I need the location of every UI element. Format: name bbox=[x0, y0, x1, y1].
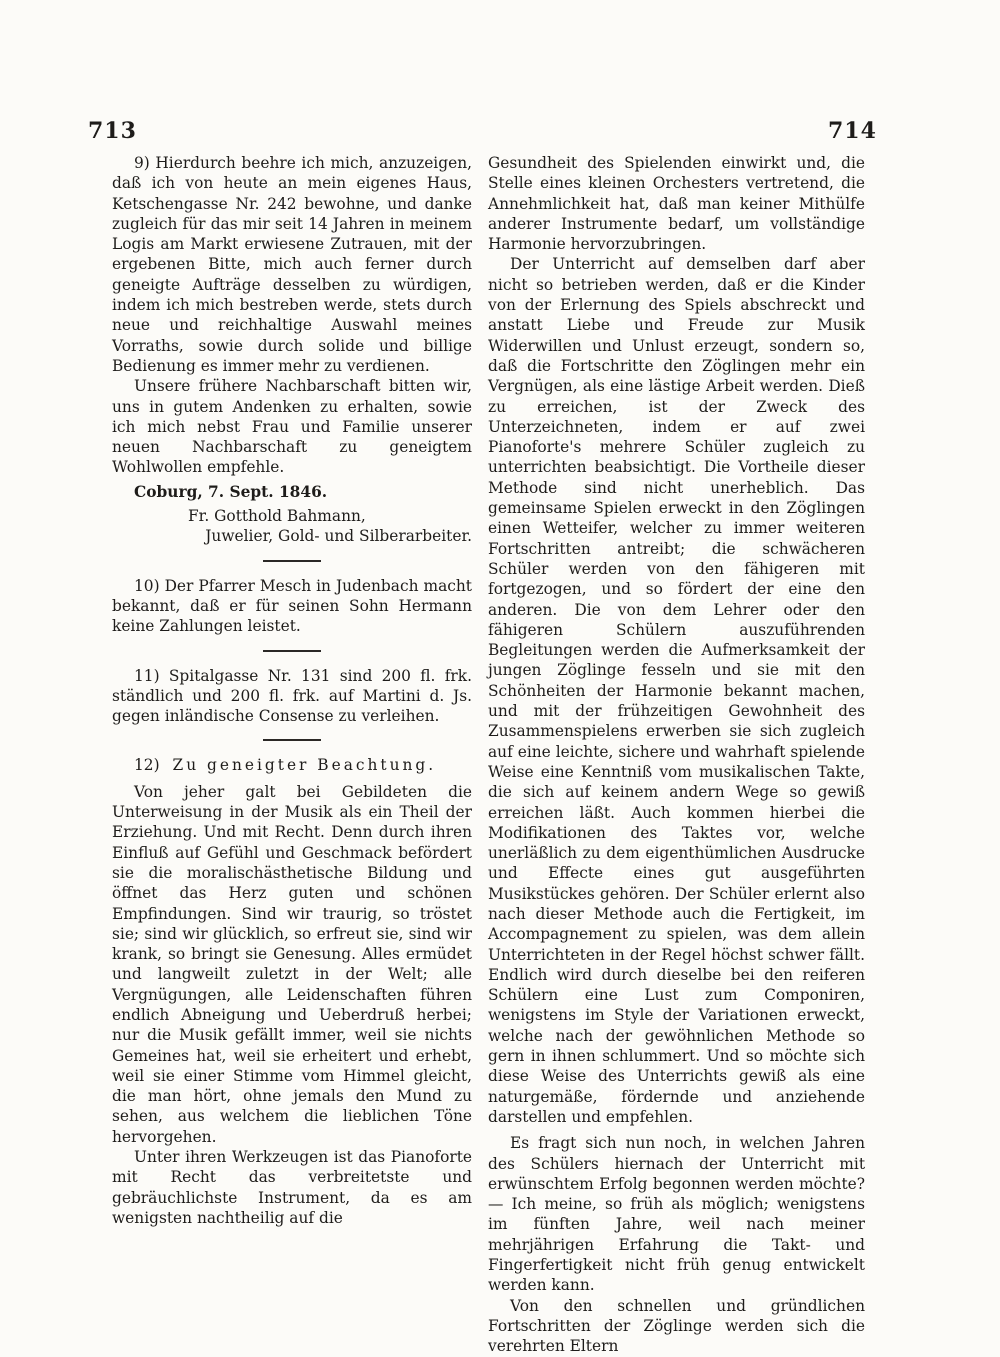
notice-12-heading-line bbox=[112, 755, 472, 775]
notice-9-occupation: Juwelier, Gold- und Silberarbeiter. bbox=[205, 527, 472, 546]
notice-12-paragraph-2: Unter ihren Werkzeugen ist das Pianoforte mit Recht das verbreitetste und gebräuchlichste Instrument, da es am wenigsten nachtheilig auf die bbox=[112, 1148, 472, 1227]
separator-rule bbox=[263, 739, 321, 741]
notice-10 bbox=[112, 576, 472, 637]
notice-9-signature: Fr. Gotthold Bahmann, bbox=[188, 507, 366, 526]
continued-paragraph: Gesundheit des Spielenden einwirkt und, die Stelle eines kleinen Orchesters vertretend, die Annehmlichkeit hat, daß man keiner Mithülfe anderer Instrumente bedarf, um vollständige Harmonie hervorzubringen. bbox=[488, 154, 865, 254]
notice-12 bbox=[112, 755, 472, 1228]
teaching-method-paragraph: Der Unterricht auf demselben darf aber nicht so betrieben werden, daß er die Kinder von der Erlernung des Spiels abschreckt und anstatt Liebe und Freude zur Musik Widerwillen und Unlust erzeugt, sondern so, daß die Fortschritte den Zöglingen mehr ein Vergnügen, als eine lästige Arbeit werden. Dieß zu erreichen, ist der Zweck des Unterzeichneten, indem er auf zwei Pianoforte's mehrere Schüler zugleich zu unterrichten beabsichtigt. Die Vortheile dieser Methode sind nicht unerheblich. Das gemeinsame Spielen erweckt in den Zöglingen einen Wetteifer, welcher zu immer weiteren Fortschritten antreibt; die schwächeren Schüler werden von den fähigeren mit fortgezogen, und so fördert der eine den anderen. Die von dem Lehrer oder den fähigeren Schülern auszuführenden Begleitungen werden die Aufmerksamkeit der jungen Zöglinge fesseln und sie mit den Schönheiten der Harmonie bekannt machen, und mit der frühzeitigen Gewohnheit des Zusammenspielens erwerben sie sich zugleich auf eine leichte, sichere und wahrhaft spielende Weise eine Kenntniß vom musikalischen Takte, die sich auf keinem andern Wege so gewiß erreichen läßt. Auch kommen hierbei die Modifikationen des Taktes vor, welche unerläßlich zu dem eigenthümlichen Ausdrucke und Effecte eines gut ausgeführten Musikstückes gehören. Der Schüler erlernt also nach dieser Methode auch die Fertigkeit, im Accompagnement zu spielen, was dem allein Unterrichteten in der Regel höchst schwer fällt. Endlich wird durch dieselbe bei den reiferen Schülern eine Lust zum Componiren, wenigstens im Style der Variationen erweckt, welche nach der gewöhnlichen Methode so gern in ihnen schlummert. Und so möchte sich diese Weise des Unterrichts gewiß als eine naturgemäße, fördernde und anziehende darstellen und empfehlen. bbox=[488, 255, 865, 1126]
notice-11 bbox=[112, 666, 472, 727]
notice-12-paragraph-1: Von jeher galt bei Gebildeten die Unterweisung in der Musik als ein Theil der Erziehung. Und mit Recht. Denn durch ihren Einfluß auf Gefühl und Geschmack befördert sie die moralischästhetische Bildung und öffnet das Herz guten und schönen Empfindungen. Sind wir traurig, so tröstet sie; sind wir glücklich, so erfreut sie, sind wir krank, so bringt sie Genesung. Alles ermüdet und langweilt zuletzt in der Welt; alle Vergnügungen, alle Leidenschaften führen endlich Abneigung und Ueberdruß herbei; nur die Musik gefällt immer, weil sie nichts Gemeines hat, weil sie erheitert und erhebt, weil sie einer Stimme vom Himmel gleicht, die man hört, ohne jemals den Mund zu sehen, aus welchem die lieblichen Töne hervorgehen. bbox=[112, 782, 472, 1146]
notice-11-text: 11) Spitalgasse Nr. 131 sind 200 fl. frk. ständlich und 200 fl. frk. auf Martini d. Js. gegen inländische Consense zu verleihen. bbox=[112, 666, 472, 726]
notice-9-paragraph-2: Unsere frühere Nachbarschaft bitten wir, uns in gutem Andenken zu erhalten, sowie ich mich nebst Frau und Familie unserer neuen Nachbarschaft zu geneigtem Wohlwollen empfehle. bbox=[112, 377, 472, 477]
left-column bbox=[112, 153, 472, 1228]
progress-paragraph: Von den schnellen und gründlichen Fortschritten der Zöglinge werden sich die verehrten Eltern bbox=[488, 1296, 865, 1356]
starting-age-paragraph: Es fragt sich nun noch, in welchen Jahren des Schülers hiernach der Unterricht mit erwünschtem Erfolg begonnen werden möchte? — Ich meine, so früh als möglich; wenigstens im fünften Jahre, weil nach meiner mehrjährigen Erfahrung die Takt- und Fingerfertigkeit nicht früh genug entwickelt werden kann. bbox=[488, 1134, 865, 1295]
notice-9 bbox=[112, 153, 472, 547]
notice-10-text: 10) Der Pfarrer Mesch in Judenbach macht bekannt, daß er für seinen Sohn Hermann keine Zahlungen leistet. bbox=[112, 576, 472, 636]
separator-rule bbox=[263, 560, 321, 562]
notice-9-text: 9) Hierdurch beehre ich mich, anzuzeigen, daß ich von heute an mein eigenes Haus, Ketschengasse Nr. 242 bewohne, und danke zugleich für das mir seit 14 Jahren in meinem Logis am Markt erwiesene Zutrauen, mit der ergebenen Bitte, mich auch ferner durch geneigte Aufträge desselben zu würdigen, indem ich mich bestreben werde, stets durch neue und reichhaltige Auswahl meines Vorraths, sowie durch solide und billige Bedienung es immer mehr zu verdienen. bbox=[112, 154, 472, 375]
separator-rule bbox=[263, 650, 321, 652]
notice-9-place-date: Coburg, 7. Sept. 1846. bbox=[134, 482, 328, 501]
page-number-left: 713 bbox=[88, 118, 137, 144]
notice-12-heading: Zu geneigter Beachtung. bbox=[172, 756, 437, 775]
page-number-right: 714 bbox=[828, 118, 877, 144]
right-column bbox=[488, 153, 865, 1357]
notice-12-number: 12) bbox=[134, 756, 160, 775]
